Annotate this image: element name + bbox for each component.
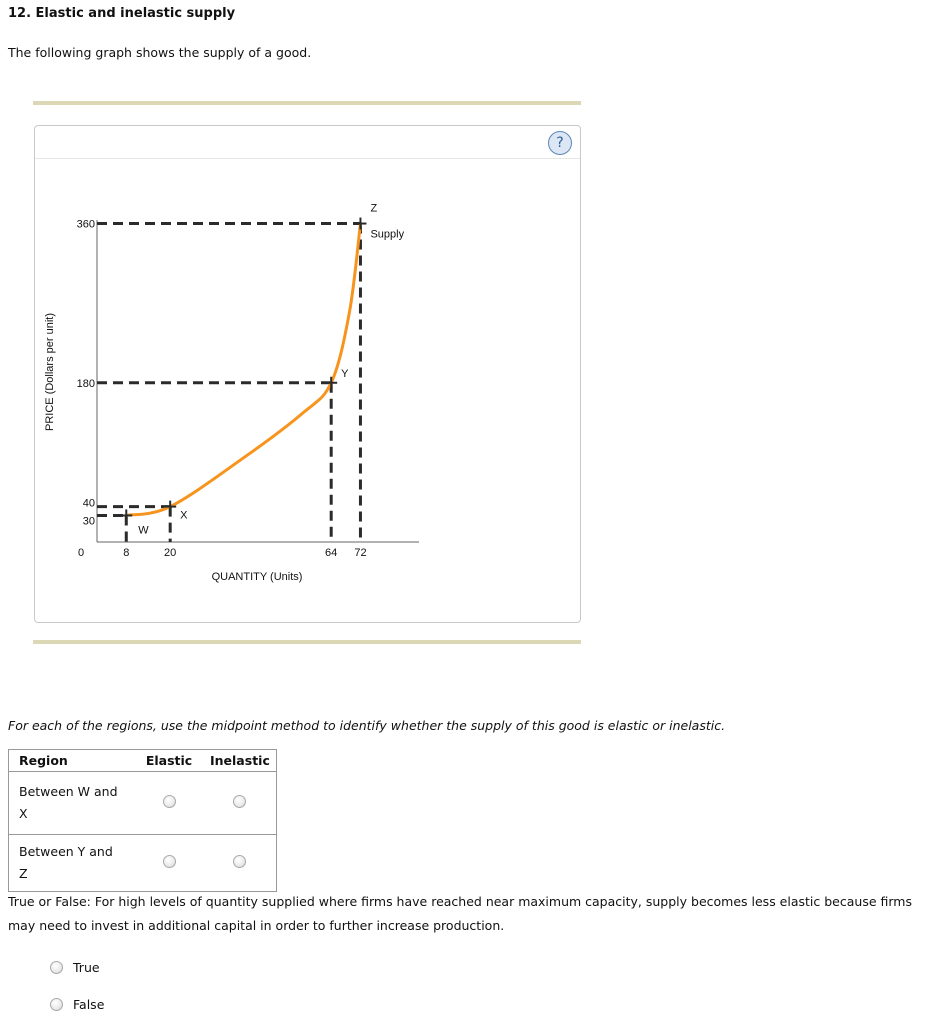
- wx-inelastic-radio[interactable]: [233, 795, 246, 808]
- elastic-header: Elastic: [134, 750, 204, 772]
- question-title: 12. Elastic and inelastic supply: [8, 6, 236, 21]
- point-label-w: W: [138, 524, 149, 537]
- region-label-line: X: [19, 806, 28, 821]
- false-label: False: [73, 997, 105, 1012]
- region-label-line: Between W and: [19, 784, 118, 799]
- yz-inelastic-radio[interactable]: [233, 855, 246, 868]
- origin-label: 0: [77, 547, 85, 559]
- y-tick-label: 40: [82, 497, 95, 510]
- x-tick-label: 72: [354, 547, 367, 559]
- inelastic-header: Inelastic: [204, 750, 276, 772]
- y-tick-label: 30: [82, 515, 95, 528]
- point-label-y: Y: [341, 367, 349, 380]
- graph-panel: [34, 125, 581, 623]
- region-label: [9, 835, 135, 892]
- supply-curve: [126, 224, 360, 516]
- region-label-line: Between Y and Z: [19, 844, 113, 881]
- region-label: [9, 772, 135, 835]
- true-label: True: [73, 960, 100, 975]
- y-axis-title: PRICE (Dollars per unit): [44, 313, 56, 431]
- top-divider: [33, 101, 581, 105]
- x-tick-label: 64: [325, 547, 338, 559]
- region-header: Region: [9, 750, 135, 772]
- point-label-z: Z: [370, 202, 378, 215]
- point-label-x: X: [180, 509, 188, 522]
- help-icon[interactable]: ?: [548, 131, 572, 155]
- wx-elastic-radio[interactable]: [163, 795, 176, 808]
- bottom-divider: [33, 640, 581, 644]
- question-intro: The following graph shows the supply of a good.: [8, 45, 312, 60]
- false-radio[interactable]: [50, 998, 63, 1011]
- true-option[interactable]: [50, 960, 100, 975]
- table-row: [9, 835, 277, 892]
- true-radio[interactable]: [50, 961, 63, 974]
- instructions: For each of the regions, use the midpoint method to identify whether the supply of this good is elastic or inelastic.: [8, 718, 726, 733]
- table-row: [9, 772, 277, 835]
- y-tick-label: 180: [76, 377, 95, 390]
- region-table: [8, 749, 277, 892]
- x-tick-label: 8: [123, 547, 130, 559]
- x-axis-title: QUANTITY (Units): [211, 571, 303, 583]
- true-false-question: True or False: For high levels of quantity supplied where firms have reached near maximum capacity, supply becomes less elastic because firms may need to invest in additional capital in order to further increase production.: [8, 894, 912, 933]
- yz-elastic-radio[interactable]: [163, 855, 176, 868]
- x-tick-label: 20: [164, 547, 177, 559]
- y-tick-label: 360: [76, 218, 95, 231]
- false-option[interactable]: [50, 997, 104, 1012]
- supply-chart: [35, 126, 580, 622]
- curve-label: Supply: [370, 228, 405, 241]
